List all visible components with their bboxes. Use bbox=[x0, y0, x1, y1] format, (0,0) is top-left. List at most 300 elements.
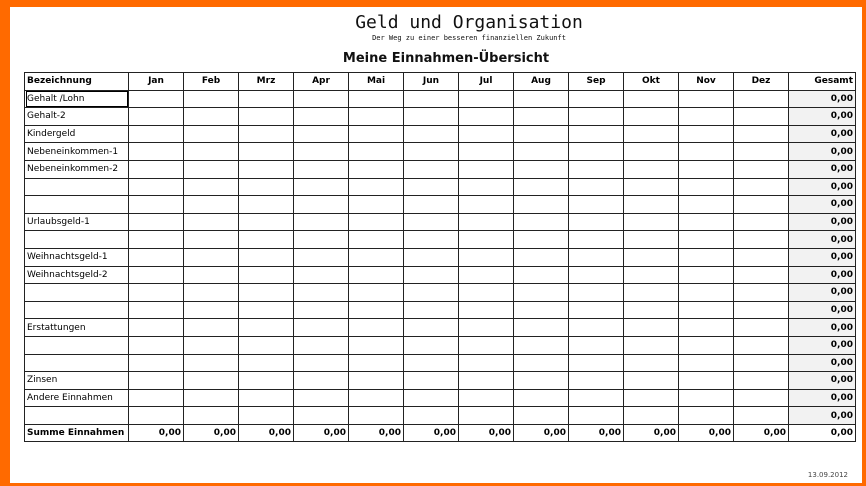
month-input-cell[interactable] bbox=[294, 301, 349, 319]
month-input-cell[interactable] bbox=[624, 407, 679, 425]
month-input-cell[interactable] bbox=[514, 266, 569, 284]
month-input-cell[interactable] bbox=[624, 372, 679, 390]
month-input-cell[interactable] bbox=[514, 231, 569, 249]
row-label-cell[interactable]: Gehalt /Lohn bbox=[25, 90, 129, 108]
month-input-cell[interactable] bbox=[514, 248, 569, 266]
month-input-cell[interactable] bbox=[459, 143, 514, 161]
month-input-cell[interactable] bbox=[129, 178, 184, 196]
month-input-cell[interactable] bbox=[294, 213, 349, 231]
row-total-cell: 0,00 bbox=[789, 125, 856, 143]
month-input-cell[interactable] bbox=[569, 301, 624, 319]
row-total-cell: 0,00 bbox=[789, 354, 856, 372]
month-input-cell[interactable] bbox=[349, 196, 404, 214]
month-input-cell[interactable] bbox=[349, 108, 404, 126]
column-header-sep[interactable]: Sep bbox=[569, 73, 624, 91]
row-label-cell[interactable]: Zinsen bbox=[25, 372, 129, 390]
month-input-cell[interactable] bbox=[129, 125, 184, 143]
row-label-cell[interactable] bbox=[25, 301, 129, 319]
month-input-cell[interactable] bbox=[184, 354, 239, 372]
month-input-cell[interactable] bbox=[459, 407, 514, 425]
month-input-cell[interactable] bbox=[184, 389, 239, 407]
table-row bbox=[25, 407, 856, 425]
month-sum-cell: 0,00 bbox=[679, 424, 734, 442]
month-input-cell[interactable] bbox=[679, 143, 734, 161]
month-input-cell[interactable] bbox=[459, 248, 514, 266]
month-input-cell[interactable] bbox=[184, 319, 239, 337]
month-input-cell[interactable] bbox=[679, 248, 734, 266]
month-input-cell[interactable] bbox=[129, 372, 184, 390]
month-sum-cell: 0,00 bbox=[404, 424, 459, 442]
month-input-cell[interactable] bbox=[239, 389, 294, 407]
row-label-cell[interactable] bbox=[25, 231, 129, 249]
month-input-cell[interactable] bbox=[239, 336, 294, 354]
month-input-cell[interactable] bbox=[459, 266, 514, 284]
month-input-cell[interactable] bbox=[459, 178, 514, 196]
month-input-cell[interactable] bbox=[514, 354, 569, 372]
month-input-cell[interactable] bbox=[679, 389, 734, 407]
month-input-cell[interactable] bbox=[129, 301, 184, 319]
month-input-cell[interactable] bbox=[239, 372, 294, 390]
month-input-cell[interactable] bbox=[294, 336, 349, 354]
month-input-cell[interactable] bbox=[404, 266, 459, 284]
month-input-cell[interactable] bbox=[349, 231, 404, 249]
month-input-cell[interactable] bbox=[459, 90, 514, 108]
month-input-cell[interactable] bbox=[459, 196, 514, 214]
month-input-cell[interactable] bbox=[349, 248, 404, 266]
month-input-cell[interactable] bbox=[294, 284, 349, 302]
row-total-cell: 0,00 bbox=[789, 319, 856, 337]
month-input-cell[interactable] bbox=[404, 336, 459, 354]
page-title: Geld und Organisation bbox=[355, 12, 583, 33]
month-input-cell[interactable] bbox=[184, 336, 239, 354]
sum-row bbox=[25, 424, 856, 442]
header-row bbox=[25, 73, 856, 91]
month-input-cell[interactable] bbox=[624, 301, 679, 319]
month-input-cell[interactable] bbox=[349, 301, 404, 319]
column-header-nov[interactable]: Nov bbox=[679, 73, 734, 91]
month-input-cell[interactable] bbox=[569, 389, 624, 407]
month-input-cell[interactable] bbox=[569, 319, 624, 337]
month-input-cell[interactable] bbox=[129, 231, 184, 249]
month-input-cell[interactable] bbox=[624, 248, 679, 266]
month-input-cell[interactable] bbox=[349, 319, 404, 337]
month-input-cell[interactable] bbox=[294, 231, 349, 249]
month-input-cell[interactable] bbox=[239, 248, 294, 266]
month-input-cell[interactable] bbox=[294, 178, 349, 196]
month-input-cell[interactable] bbox=[679, 90, 734, 108]
month-input-cell[interactable] bbox=[349, 354, 404, 372]
month-input-cell[interactable] bbox=[404, 389, 459, 407]
month-input-cell[interactable] bbox=[679, 266, 734, 284]
month-input-cell[interactable] bbox=[239, 301, 294, 319]
month-input-cell[interactable] bbox=[404, 372, 459, 390]
month-input-cell[interactable] bbox=[514, 196, 569, 214]
month-input-cell[interactable] bbox=[734, 389, 789, 407]
row-label-cell[interactable]: Erstattungen bbox=[25, 319, 129, 337]
row-label-cell[interactable]: Kindergeld bbox=[25, 125, 129, 143]
month-input-cell[interactable] bbox=[514, 389, 569, 407]
month-input-cell[interactable] bbox=[459, 213, 514, 231]
month-input-cell[interactable] bbox=[404, 301, 459, 319]
month-input-cell[interactable] bbox=[624, 284, 679, 302]
column-header-dez[interactable]: Dez bbox=[734, 73, 789, 91]
month-input-cell[interactable] bbox=[624, 354, 679, 372]
row-label-cell[interactable]: Nebeneinkommen-1 bbox=[25, 143, 129, 161]
month-input-cell[interactable] bbox=[184, 196, 239, 214]
month-input-cell[interactable] bbox=[734, 196, 789, 214]
month-input-cell[interactable] bbox=[569, 108, 624, 126]
month-input-cell[interactable] bbox=[514, 90, 569, 108]
month-input-cell[interactable] bbox=[294, 143, 349, 161]
month-input-cell[interactable] bbox=[459, 354, 514, 372]
table-row bbox=[25, 372, 856, 390]
month-input-cell[interactable] bbox=[734, 213, 789, 231]
month-input-cell[interactable] bbox=[349, 389, 404, 407]
month-input-cell[interactable] bbox=[404, 248, 459, 266]
month-input-cell[interactable] bbox=[624, 266, 679, 284]
month-input-cell[interactable] bbox=[404, 90, 459, 108]
month-input-cell[interactable] bbox=[624, 336, 679, 354]
month-input-cell[interactable] bbox=[349, 266, 404, 284]
table-row bbox=[25, 336, 856, 354]
month-input-cell[interactable] bbox=[239, 354, 294, 372]
month-input-cell[interactable] bbox=[404, 178, 459, 196]
month-input-cell[interactable] bbox=[404, 231, 459, 249]
month-input-cell[interactable] bbox=[349, 125, 404, 143]
month-input-cell[interactable] bbox=[679, 319, 734, 337]
month-input-cell[interactable] bbox=[239, 266, 294, 284]
month-input-cell[interactable] bbox=[679, 108, 734, 126]
month-input-cell[interactable] bbox=[624, 213, 679, 231]
month-input-cell[interactable] bbox=[624, 160, 679, 178]
column-header-jan[interactable]: Jan bbox=[129, 73, 184, 91]
row-label-cell[interactable]: Urlaubsgeld-1 bbox=[25, 213, 129, 231]
month-input-cell[interactable] bbox=[239, 160, 294, 178]
month-input-cell[interactable] bbox=[734, 125, 789, 143]
income-table bbox=[24, 72, 856, 442]
row-label-cell[interactable]: Nebeneinkommen-2 bbox=[25, 160, 129, 178]
column-header-jun[interactable]: Jun bbox=[404, 73, 459, 91]
month-input-cell[interactable] bbox=[184, 266, 239, 284]
month-input-cell[interactable] bbox=[294, 354, 349, 372]
month-input-cell[interactable] bbox=[679, 213, 734, 231]
table-row bbox=[25, 301, 856, 319]
month-sum-cell: 0,00 bbox=[624, 424, 679, 442]
month-input-cell[interactable] bbox=[129, 266, 184, 284]
row-label-cell[interactable] bbox=[25, 178, 129, 196]
month-input-cell[interactable] bbox=[734, 336, 789, 354]
month-input-cell[interactable] bbox=[679, 196, 734, 214]
month-input-cell[interactable] bbox=[734, 266, 789, 284]
month-input-cell[interactable] bbox=[624, 178, 679, 196]
row-total-cell: 0,00 bbox=[789, 372, 856, 390]
month-input-cell[interactable] bbox=[734, 301, 789, 319]
month-input-cell[interactable] bbox=[459, 301, 514, 319]
month-input-cell[interactable] bbox=[734, 354, 789, 372]
month-input-cell[interactable] bbox=[349, 178, 404, 196]
month-input-cell[interactable] bbox=[569, 90, 624, 108]
month-input-cell[interactable] bbox=[294, 125, 349, 143]
table-row bbox=[25, 160, 856, 178]
month-input-cell[interactable] bbox=[404, 196, 459, 214]
month-input-cell[interactable] bbox=[679, 372, 734, 390]
column-header-mai[interactable]: Mai bbox=[349, 73, 404, 91]
month-input-cell[interactable] bbox=[129, 248, 184, 266]
month-input-cell[interactable] bbox=[624, 90, 679, 108]
month-input-cell[interactable] bbox=[239, 108, 294, 126]
month-input-cell[interactable] bbox=[184, 90, 239, 108]
month-input-cell[interactable] bbox=[349, 284, 404, 302]
row-label-cell[interactable]: Gehalt-2 bbox=[25, 108, 129, 126]
month-input-cell[interactable] bbox=[734, 108, 789, 126]
month-input-cell[interactable] bbox=[129, 354, 184, 372]
month-input-cell[interactable] bbox=[239, 231, 294, 249]
month-input-cell[interactable] bbox=[514, 319, 569, 337]
month-input-cell[interactable] bbox=[349, 143, 404, 161]
month-input-cell[interactable] bbox=[734, 143, 789, 161]
month-input-cell[interactable] bbox=[624, 143, 679, 161]
month-input-cell[interactable] bbox=[294, 319, 349, 337]
month-input-cell[interactable] bbox=[294, 266, 349, 284]
month-input-cell[interactable] bbox=[569, 354, 624, 372]
month-input-cell[interactable] bbox=[349, 336, 404, 354]
month-input-cell[interactable] bbox=[679, 125, 734, 143]
month-sum-cell: 0,00 bbox=[349, 424, 404, 442]
month-input-cell[interactable] bbox=[294, 160, 349, 178]
month-input-cell[interactable] bbox=[514, 143, 569, 161]
month-input-cell[interactable] bbox=[734, 407, 789, 425]
month-input-cell[interactable] bbox=[679, 160, 734, 178]
month-input-cell[interactable] bbox=[129, 407, 184, 425]
month-input-cell[interactable] bbox=[514, 336, 569, 354]
month-input-cell[interactable] bbox=[184, 407, 239, 425]
page-subtitle: Der Weg zu einer besseren finanziellen Zukunft bbox=[372, 34, 566, 42]
month-input-cell[interactable] bbox=[514, 301, 569, 319]
month-input-cell[interactable] bbox=[459, 231, 514, 249]
month-input-cell[interactable] bbox=[129, 160, 184, 178]
row-label-cell[interactable]: Andere Einnahmen bbox=[25, 389, 129, 407]
month-input-cell[interactable] bbox=[294, 248, 349, 266]
month-input-cell[interactable] bbox=[459, 336, 514, 354]
month-input-cell[interactable] bbox=[459, 372, 514, 390]
month-input-cell[interactable] bbox=[239, 213, 294, 231]
table-row bbox=[25, 108, 856, 126]
month-input-cell[interactable] bbox=[184, 213, 239, 231]
month-input-cell[interactable] bbox=[294, 196, 349, 214]
month-input-cell[interactable] bbox=[734, 284, 789, 302]
month-sum-cell: 0,00 bbox=[294, 424, 349, 442]
month-input-cell[interactable] bbox=[514, 160, 569, 178]
month-input-cell[interactable] bbox=[569, 372, 624, 390]
month-input-cell[interactable] bbox=[129, 143, 184, 161]
month-input-cell[interactable] bbox=[184, 125, 239, 143]
month-sum-cell: 0,00 bbox=[459, 424, 514, 442]
column-header-gesamt[interactable]: Gesamt bbox=[789, 73, 856, 91]
table-row bbox=[25, 319, 856, 337]
month-input-cell[interactable] bbox=[679, 354, 734, 372]
month-input-cell[interactable] bbox=[129, 319, 184, 337]
month-input-cell[interactable] bbox=[459, 108, 514, 126]
month-input-cell[interactable] bbox=[569, 213, 624, 231]
month-input-cell[interactable] bbox=[569, 125, 624, 143]
month-input-cell[interactable] bbox=[294, 372, 349, 390]
row-label-cell[interactable]: Weihnachtsgeld-1 bbox=[25, 248, 129, 266]
month-input-cell[interactable] bbox=[184, 160, 239, 178]
month-input-cell[interactable] bbox=[404, 125, 459, 143]
month-input-cell[interactable] bbox=[569, 231, 624, 249]
month-input-cell[interactable] bbox=[679, 407, 734, 425]
month-input-cell[interactable] bbox=[514, 178, 569, 196]
column-header-bezeichnung[interactable]: Bezeichnung bbox=[25, 73, 129, 91]
table-row bbox=[25, 248, 856, 266]
month-input-cell[interactable] bbox=[734, 231, 789, 249]
month-input-cell[interactable] bbox=[679, 336, 734, 354]
row-total-cell: 0,00 bbox=[789, 196, 856, 214]
row-total-cell: 0,00 bbox=[789, 213, 856, 231]
row-label-cell[interactable] bbox=[25, 336, 129, 354]
month-input-cell[interactable] bbox=[294, 407, 349, 425]
row-label-cell[interactable] bbox=[25, 407, 129, 425]
month-input-cell[interactable] bbox=[734, 178, 789, 196]
row-total-cell: 0,00 bbox=[789, 108, 856, 126]
month-input-cell[interactable] bbox=[734, 248, 789, 266]
month-input-cell[interactable] bbox=[734, 160, 789, 178]
month-input-cell[interactable] bbox=[569, 160, 624, 178]
month-sum-cell: 0,00 bbox=[239, 424, 294, 442]
month-input-cell[interactable] bbox=[514, 108, 569, 126]
month-input-cell[interactable] bbox=[184, 178, 239, 196]
month-input-cell[interactable] bbox=[624, 125, 679, 143]
month-input-cell[interactable] bbox=[239, 90, 294, 108]
row-total-cell: 0,00 bbox=[789, 248, 856, 266]
grand-total-cell: 0,00 bbox=[789, 424, 856, 442]
row-label-cell[interactable]: Weihnachtsgeld-2 bbox=[25, 266, 129, 284]
row-label-cell[interactable] bbox=[25, 354, 129, 372]
column-header-apr[interactable]: Apr bbox=[294, 73, 349, 91]
month-sum-cell: 0,00 bbox=[514, 424, 569, 442]
month-input-cell[interactable] bbox=[184, 143, 239, 161]
month-input-cell[interactable] bbox=[129, 213, 184, 231]
month-input-cell[interactable] bbox=[294, 90, 349, 108]
month-input-cell[interactable] bbox=[184, 231, 239, 249]
month-input-cell[interactable] bbox=[514, 407, 569, 425]
month-input-cell[interactable] bbox=[624, 389, 679, 407]
table-row bbox=[25, 90, 856, 108]
month-input-cell[interactable] bbox=[569, 248, 624, 266]
column-header-feb[interactable]: Feb bbox=[184, 73, 239, 91]
column-header-jul[interactable]: Jul bbox=[459, 73, 514, 91]
month-input-cell[interactable] bbox=[184, 301, 239, 319]
month-input-cell[interactable] bbox=[514, 372, 569, 390]
month-input-cell[interactable] bbox=[349, 407, 404, 425]
month-input-cell[interactable] bbox=[459, 160, 514, 178]
month-input-cell[interactable] bbox=[624, 231, 679, 249]
row-total-cell: 0,00 bbox=[789, 389, 856, 407]
row-total-cell: 0,00 bbox=[789, 231, 856, 249]
month-input-cell[interactable] bbox=[129, 90, 184, 108]
row-label-cell[interactable] bbox=[25, 284, 129, 302]
month-input-cell[interactable] bbox=[184, 284, 239, 302]
month-input-cell[interactable] bbox=[569, 336, 624, 354]
month-input-cell[interactable] bbox=[734, 372, 789, 390]
month-input-cell[interactable] bbox=[184, 108, 239, 126]
month-input-cell[interactable] bbox=[239, 319, 294, 337]
month-input-cell[interactable] bbox=[679, 301, 734, 319]
month-input-cell[interactable] bbox=[679, 178, 734, 196]
month-input-cell[interactable] bbox=[239, 125, 294, 143]
month-input-cell[interactable] bbox=[184, 248, 239, 266]
month-input-cell[interactable] bbox=[734, 319, 789, 337]
month-input-cell[interactable] bbox=[459, 125, 514, 143]
month-input-cell[interactable] bbox=[404, 284, 459, 302]
month-input-cell[interactable] bbox=[514, 125, 569, 143]
month-input-cell[interactable] bbox=[624, 196, 679, 214]
month-input-cell[interactable] bbox=[239, 196, 294, 214]
month-input-cell[interactable] bbox=[129, 196, 184, 214]
month-input-cell[interactable] bbox=[569, 284, 624, 302]
row-label-cell[interactable] bbox=[25, 196, 129, 214]
month-input-cell[interactable] bbox=[459, 284, 514, 302]
column-header-okt[interactable]: Okt bbox=[624, 73, 679, 91]
month-input-cell[interactable] bbox=[129, 336, 184, 354]
month-input-cell[interactable] bbox=[404, 407, 459, 425]
month-input-cell[interactable] bbox=[569, 266, 624, 284]
month-input-cell[interactable] bbox=[239, 143, 294, 161]
month-input-cell[interactable] bbox=[184, 372, 239, 390]
month-input-cell[interactable] bbox=[404, 354, 459, 372]
month-input-cell[interactable] bbox=[569, 178, 624, 196]
month-input-cell[interactable] bbox=[129, 108, 184, 126]
month-input-cell[interactable] bbox=[514, 213, 569, 231]
month-input-cell[interactable] bbox=[569, 196, 624, 214]
column-header-aug[interactable]: Aug bbox=[514, 73, 569, 91]
sheet-heading: Meine Einnahmen-Übersicht bbox=[342, 51, 550, 66]
month-input-cell[interactable] bbox=[459, 389, 514, 407]
month-input-cell[interactable] bbox=[404, 160, 459, 178]
month-input-cell[interactable] bbox=[294, 389, 349, 407]
table-row bbox=[25, 231, 856, 249]
month-input-cell[interactable] bbox=[679, 231, 734, 249]
table-row bbox=[25, 354, 856, 372]
month-input-cell[interactable] bbox=[459, 319, 514, 337]
month-input-cell[interactable] bbox=[349, 90, 404, 108]
month-input-cell[interactable] bbox=[349, 160, 404, 178]
month-input-cell[interactable] bbox=[349, 372, 404, 390]
month-input-cell[interactable] bbox=[569, 407, 624, 425]
sum-row-label: Summe Einnahmen bbox=[25, 424, 129, 442]
month-input-cell[interactable] bbox=[129, 389, 184, 407]
month-input-cell[interactable] bbox=[514, 284, 569, 302]
month-input-cell[interactable] bbox=[239, 178, 294, 196]
month-input-cell[interactable] bbox=[239, 407, 294, 425]
month-input-cell[interactable] bbox=[129, 284, 184, 302]
month-input-cell[interactable] bbox=[679, 284, 734, 302]
month-input-cell[interactable] bbox=[404, 213, 459, 231]
month-input-cell[interactable] bbox=[624, 319, 679, 337]
month-input-cell[interactable] bbox=[349, 213, 404, 231]
month-input-cell[interactable] bbox=[294, 108, 349, 126]
month-input-cell[interactable] bbox=[404, 143, 459, 161]
month-input-cell[interactable] bbox=[624, 108, 679, 126]
month-input-cell[interactable] bbox=[239, 284, 294, 302]
table-row bbox=[25, 213, 856, 231]
month-input-cell[interactable] bbox=[404, 108, 459, 126]
month-input-cell[interactable] bbox=[569, 143, 624, 161]
month-input-cell[interactable] bbox=[404, 319, 459, 337]
column-header-mrz[interactable]: Mrz bbox=[239, 73, 294, 91]
month-input-cell[interactable] bbox=[734, 90, 789, 108]
table-row bbox=[25, 196, 856, 214]
